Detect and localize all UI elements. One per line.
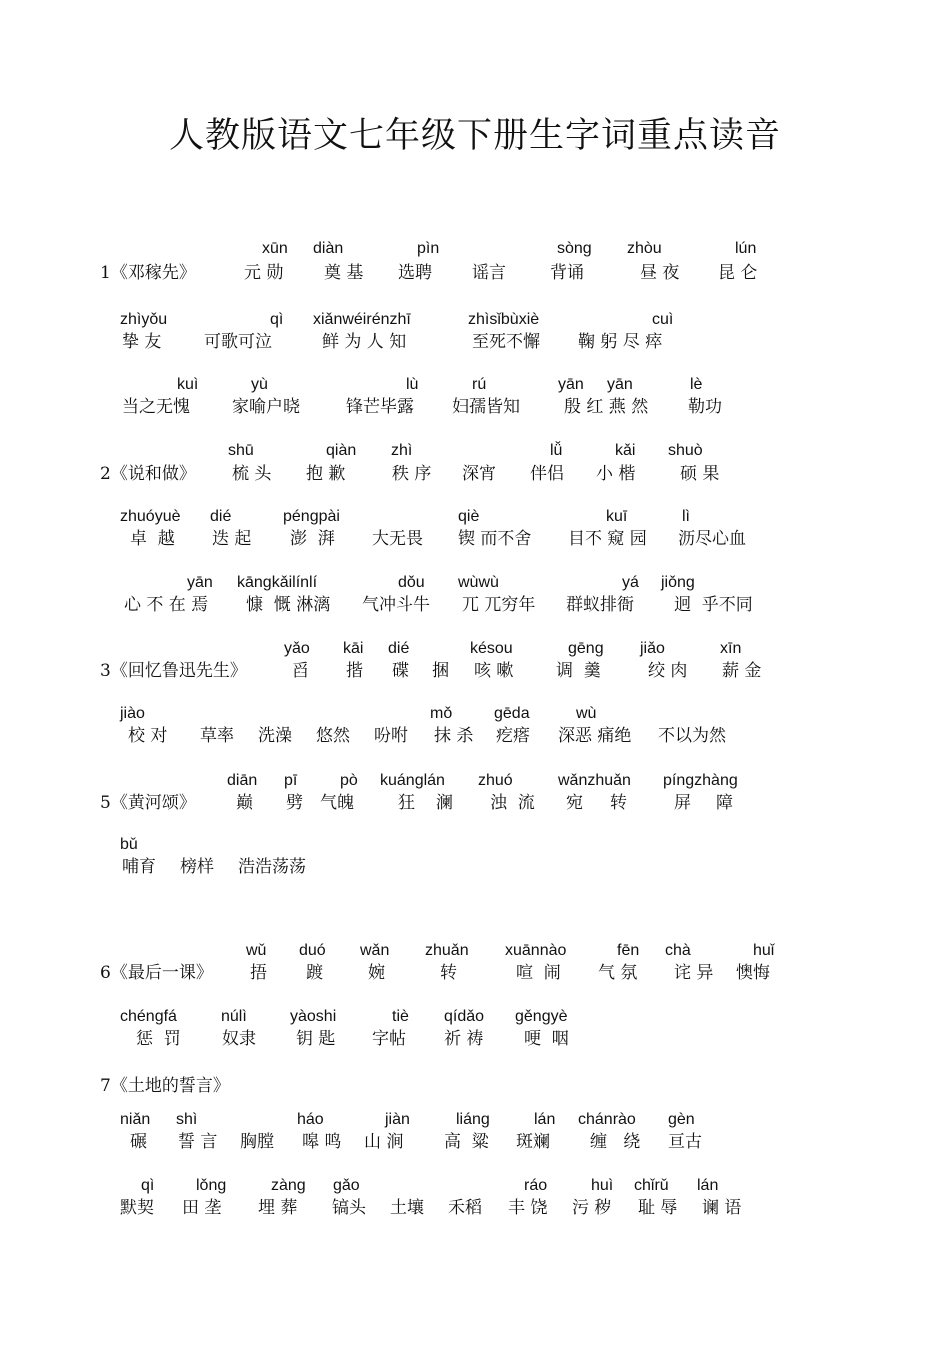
pinyin-annotation: wǎn bbox=[360, 942, 390, 959]
vocabulary-word: 澜 bbox=[436, 793, 453, 813]
vocabulary-word: 洗澡 bbox=[258, 726, 292, 746]
vocabulary-word: 兀 兀穷年 bbox=[462, 595, 536, 615]
vocabulary-word: 群蚁排衙 bbox=[566, 595, 634, 615]
vocabulary-word: 榜样 bbox=[180, 857, 214, 877]
pinyin-annotation: niǎn bbox=[120, 1111, 151, 1128]
vocabulary-word: 草率 bbox=[200, 726, 234, 746]
pinyin-annotation: pī bbox=[284, 772, 298, 789]
vocabulary-word: 鲜 为 人 知 bbox=[322, 332, 407, 352]
pinyin-annotation: zàng bbox=[271, 1177, 306, 1194]
pinyin-annotation: pìn bbox=[417, 240, 440, 257]
pinyin-annotation: tiè bbox=[392, 1008, 409, 1025]
pinyin-annotation: jiǒng bbox=[661, 574, 695, 591]
vocabulary-word: 悠然 bbox=[316, 726, 350, 746]
vocabulary-word: 小 楷 bbox=[596, 464, 636, 484]
pinyin-annotation: chà bbox=[665, 942, 691, 959]
pinyin-annotation: chǐrǔ bbox=[634, 1177, 669, 1194]
vocabulary-word: 鞠 躬 尽 瘁 bbox=[578, 332, 663, 352]
pinyin-annotation: kuì bbox=[177, 376, 199, 393]
vocabulary-word: 深恶 痛绝 bbox=[558, 726, 632, 746]
vocabulary-word: 当之无愧 bbox=[122, 397, 190, 417]
pinyin-annotation: kuánglán bbox=[380, 772, 445, 789]
pinyin-annotation: chánrào bbox=[578, 1111, 636, 1128]
pinyin-annotation: huì bbox=[591, 1177, 614, 1194]
pinyin-annotation: zhuǎn bbox=[425, 942, 469, 959]
vocabulary-word: 碾 bbox=[130, 1132, 147, 1152]
vocabulary-word: 浩浩荡荡 bbox=[238, 857, 306, 877]
pinyin-annotation: péngpài bbox=[283, 508, 340, 525]
pinyin-annotation: wùwù bbox=[458, 574, 499, 591]
vocabulary-word: 哺育 bbox=[122, 857, 156, 877]
pinyin-annotation: fēn bbox=[617, 942, 640, 959]
pinyin-annotation: lán bbox=[697, 1177, 719, 1194]
vocabulary-word: 家喻户晓 bbox=[232, 397, 300, 417]
pinyin-annotation: yān bbox=[607, 376, 633, 393]
vocabulary-word: 障 bbox=[716, 793, 733, 813]
pinyin-annotation: núlì bbox=[221, 1008, 247, 1025]
vocabulary-word: 吩咐 bbox=[374, 726, 408, 746]
pinyin-annotation: ráo bbox=[524, 1177, 548, 1194]
pinyin-annotation: lán bbox=[534, 1111, 556, 1128]
vocabulary-word: 目不 窥 园 bbox=[568, 529, 647, 549]
vocabulary-word: 奴隶 bbox=[222, 1029, 256, 1049]
page-title: 人教版语文七年级下册生字词重点读音 bbox=[168, 116, 781, 156]
vocabulary-word: 劈 bbox=[286, 793, 303, 813]
pinyin-annotation: qiàn bbox=[326, 442, 357, 459]
vocabulary-word: 深宵 bbox=[462, 464, 496, 484]
vocabulary-word: 揩 bbox=[346, 661, 363, 681]
vocabulary-word: 大无畏 bbox=[372, 529, 423, 549]
pinyin-annotation: wù bbox=[576, 705, 597, 722]
pinyin-annotation: gèn bbox=[668, 1111, 695, 1128]
pinyin-annotation: kāngkǎilínlí bbox=[237, 574, 318, 591]
pinyin-annotation: háo bbox=[297, 1111, 324, 1128]
vocabulary-word: 埋 葬 bbox=[258, 1198, 298, 1218]
pinyin-annotation: bǔ bbox=[120, 836, 138, 853]
vocabulary-word: 高 粱 bbox=[444, 1132, 489, 1152]
vocabulary-word: 慷 慨 淋漓 bbox=[246, 595, 331, 615]
vocabulary-word: 嗥 鸣 bbox=[302, 1132, 342, 1152]
vocabulary-word: 伴侣 bbox=[530, 464, 564, 484]
lesson-label: 1《邓稼先》 bbox=[100, 263, 196, 283]
pinyin-annotation: zhì bbox=[391, 442, 413, 459]
pinyin-annotation: kuī bbox=[606, 508, 628, 525]
vocabulary-word: 山 涧 bbox=[364, 1132, 404, 1152]
vocabulary-word: 转 bbox=[440, 963, 457, 983]
pinyin-annotation: yá bbox=[622, 574, 639, 591]
vocabulary-word: 耻 辱 bbox=[638, 1198, 678, 1218]
vocabulary-word: 卓 越 bbox=[130, 529, 175, 549]
pinyin-annotation: dǒu bbox=[398, 574, 425, 591]
vocabulary-word: 宛 bbox=[566, 793, 583, 813]
vocabulary-word: 气魄 bbox=[320, 793, 354, 813]
vocabulary-word: 妇孺皆知 bbox=[452, 397, 520, 417]
vocabulary-word: 心 不 在 焉 bbox=[124, 595, 209, 615]
pinyin-annotation: zhìsǐbùxiè bbox=[468, 311, 540, 328]
pinyin-annotation: mǒ bbox=[430, 705, 453, 722]
vocabulary-word: 迭 起 bbox=[212, 529, 252, 549]
vocabulary-word: 巅 bbox=[236, 793, 253, 813]
vocabulary-word: 校 对 bbox=[128, 726, 168, 746]
pinyin-annotation: xīn bbox=[720, 640, 742, 657]
pinyin-annotation: zhuó bbox=[478, 772, 513, 789]
vocabulary-word: 斑斓 bbox=[516, 1132, 550, 1152]
vocabulary-word: 秩 序 bbox=[392, 464, 432, 484]
pinyin-annotation: rú bbox=[472, 376, 487, 393]
pinyin-annotation: huǐ bbox=[753, 942, 775, 959]
pinyin-annotation: wǔ bbox=[246, 942, 267, 959]
vocabulary-word: 气冲斗牛 bbox=[362, 595, 430, 615]
pinyin-annotation: kǎi bbox=[615, 442, 636, 459]
lesson-label: 5《黄河颂》 bbox=[100, 793, 196, 813]
pinyin-annotation: gēng bbox=[568, 640, 604, 657]
pinyin-annotation: qídǎo bbox=[444, 1008, 485, 1025]
vocabulary-word: 屏 bbox=[674, 793, 691, 813]
vocabulary-word: 土壤 bbox=[390, 1198, 424, 1218]
lesson-label: 7《土地的誓言》 bbox=[100, 1076, 230, 1096]
vocabulary-word: 澎 湃 bbox=[290, 529, 335, 549]
vocabulary-word: 咳 嗽 bbox=[474, 661, 514, 681]
pinyin-annotation: dié bbox=[210, 508, 232, 525]
pinyin-annotation: lù bbox=[406, 376, 419, 393]
vocabulary-word: 踱 bbox=[306, 963, 323, 983]
pinyin-annotation: yàoshi bbox=[290, 1008, 337, 1025]
vocabulary-word: 调 羹 bbox=[556, 661, 601, 681]
vocabulary-word: 沥尽心血 bbox=[678, 529, 746, 549]
vocabulary-word: 镐头 bbox=[332, 1198, 366, 1218]
vocabulary-word: 哽 咽 bbox=[524, 1029, 569, 1049]
lesson-label: 6《最后一课》 bbox=[100, 963, 213, 983]
vocabulary-word: 惩 罚 bbox=[136, 1029, 181, 1049]
vocabulary-word: 祈 祷 bbox=[444, 1029, 484, 1049]
vocabulary-word: 缠 绕 bbox=[590, 1132, 641, 1152]
lesson-label: 3《回忆鲁迅先生》 bbox=[100, 661, 247, 681]
vocabulary-word: 锋芒毕露 bbox=[346, 397, 414, 417]
vocabulary-word: 字帖 bbox=[372, 1029, 406, 1049]
vocabulary-word: 背诵 bbox=[550, 263, 584, 283]
vocabulary-word: 绞 肉 bbox=[648, 661, 688, 681]
pinyin-annotation: zhìyǒu bbox=[120, 311, 168, 328]
vocabulary-word: 昆 仑 bbox=[718, 263, 758, 283]
pinyin-annotation: lè bbox=[690, 376, 703, 393]
pinyin-annotation: diàn bbox=[313, 240, 344, 257]
pinyin-annotation: késou bbox=[470, 640, 513, 657]
pinyin-annotation: jiàn bbox=[385, 1111, 410, 1128]
vocabulary-word: 梳 头 bbox=[232, 464, 272, 484]
vocabulary-word: 转 bbox=[610, 793, 627, 813]
vocabulary-word: 丰 饶 bbox=[508, 1198, 548, 1218]
vocabulary-word: 默契 bbox=[120, 1198, 154, 1218]
pinyin-annotation: shuò bbox=[668, 442, 703, 459]
pinyin-annotation: lì bbox=[682, 508, 690, 525]
pinyin-annotation: zhòu bbox=[627, 240, 662, 257]
vocabulary-word: 殷 红 燕 然 bbox=[564, 397, 649, 417]
vocabulary-word: 浊 流 bbox=[490, 793, 535, 813]
pinyin-annotation: zhuóyuè bbox=[120, 508, 181, 525]
vocabulary-word: 谰 语 bbox=[702, 1198, 742, 1218]
vocabulary-word: 疙瘩 bbox=[496, 726, 530, 746]
vocabulary-word: 勒功 bbox=[688, 397, 722, 417]
lesson-label: 2《说和做》 bbox=[100, 464, 196, 484]
pinyin-annotation: yù bbox=[251, 376, 268, 393]
vocabulary-word: 元 勋 bbox=[244, 263, 284, 283]
pinyin-annotation: yǎo bbox=[284, 640, 310, 657]
vocabulary-word: 碟 bbox=[392, 661, 409, 681]
pinyin-annotation: qiè bbox=[458, 508, 480, 525]
vocabulary-word: 禾稻 bbox=[448, 1198, 482, 1218]
pinyin-annotation: lǚ bbox=[550, 442, 563, 459]
vocabulary-word: 誓 言 bbox=[178, 1132, 218, 1152]
pinyin-annotation: dié bbox=[388, 640, 410, 657]
pinyin-annotation: lún bbox=[735, 240, 757, 257]
vocabulary-word: 硕 果 bbox=[680, 464, 720, 484]
pinyin-annotation: jiǎo bbox=[640, 640, 665, 657]
pinyin-annotation: xuānnào bbox=[505, 942, 567, 959]
vocabulary-word: 舀 bbox=[292, 661, 309, 681]
vocabulary-word: 狂 bbox=[398, 793, 415, 813]
vocabulary-word: 薪 金 bbox=[722, 661, 762, 681]
vocabulary-word: 至死不懈 bbox=[472, 332, 540, 352]
pinyin-annotation: pò bbox=[340, 772, 358, 789]
pinyin-annotation: kāi bbox=[343, 640, 364, 657]
pinyin-annotation: shū bbox=[228, 442, 254, 459]
vocabulary-word: 昼 夜 bbox=[640, 263, 680, 283]
vocabulary-word: 懊悔 bbox=[736, 963, 770, 983]
vocabulary-word: 气 氛 bbox=[598, 963, 638, 983]
pinyin-annotation: qì bbox=[270, 311, 284, 328]
pinyin-annotation: xūn bbox=[262, 240, 288, 257]
vocabulary-word: 奠 基 bbox=[324, 263, 364, 283]
pinyin-annotation: gēda bbox=[494, 705, 530, 722]
vocabulary-word: 田 垄 bbox=[182, 1198, 222, 1218]
pinyin-annotation: cuì bbox=[652, 311, 674, 328]
vocabulary-word: 污 秽 bbox=[572, 1198, 612, 1218]
vocabulary-word: 锲 而不舍 bbox=[458, 529, 532, 549]
pinyin-annotation: qì bbox=[141, 1177, 155, 1194]
pinyin-annotation: gǎo bbox=[333, 1177, 360, 1194]
vocabulary-word: 婉 bbox=[368, 963, 385, 983]
vocabulary-word: 谣言 bbox=[472, 263, 506, 283]
vocabulary-word: 选聘 bbox=[398, 263, 432, 283]
vocabulary-word: 捂 bbox=[250, 963, 267, 983]
vocabulary-word: 可歌可泣 bbox=[204, 332, 272, 352]
vocabulary-word: 不以为然 bbox=[658, 726, 726, 746]
pinyin-annotation: lǒng bbox=[196, 1177, 227, 1194]
pinyin-annotation: liáng bbox=[456, 1111, 490, 1128]
vocabulary-word: 喧 闹 bbox=[516, 963, 561, 983]
pinyin-annotation: jiào bbox=[120, 705, 145, 722]
pinyin-annotation: xiǎnwéirénzhī bbox=[313, 311, 411, 328]
pinyin-annotation: píngzhàng bbox=[663, 772, 738, 789]
pinyin-annotation: yān bbox=[558, 376, 584, 393]
pinyin-annotation: shì bbox=[176, 1111, 198, 1128]
pinyin-annotation: wǎnzhuǎn bbox=[558, 772, 631, 789]
vocabulary-word: 胸膛 bbox=[240, 1132, 274, 1152]
vocabulary-word: 抹 杀 bbox=[434, 726, 474, 746]
vocabulary-word: 抱 歉 bbox=[306, 464, 346, 484]
pinyin-annotation: sòng bbox=[557, 240, 592, 257]
pinyin-annotation: duó bbox=[299, 942, 326, 959]
vocabulary-word: 迥 乎不同 bbox=[674, 595, 753, 615]
pinyin-annotation: chéngfá bbox=[120, 1008, 177, 1025]
vocabulary-word: 亘古 bbox=[668, 1132, 702, 1152]
vocabulary-word: 钥 匙 bbox=[296, 1029, 336, 1049]
pinyin-annotation: gěngyè bbox=[515, 1008, 568, 1025]
vocabulary-word: 诧 异 bbox=[674, 963, 714, 983]
vocabulary-word: 捆 bbox=[432, 661, 449, 681]
vocabulary-word: 挚 友 bbox=[122, 332, 162, 352]
pinyin-annotation: diān bbox=[227, 772, 258, 789]
pinyin-annotation: yān bbox=[187, 574, 213, 591]
